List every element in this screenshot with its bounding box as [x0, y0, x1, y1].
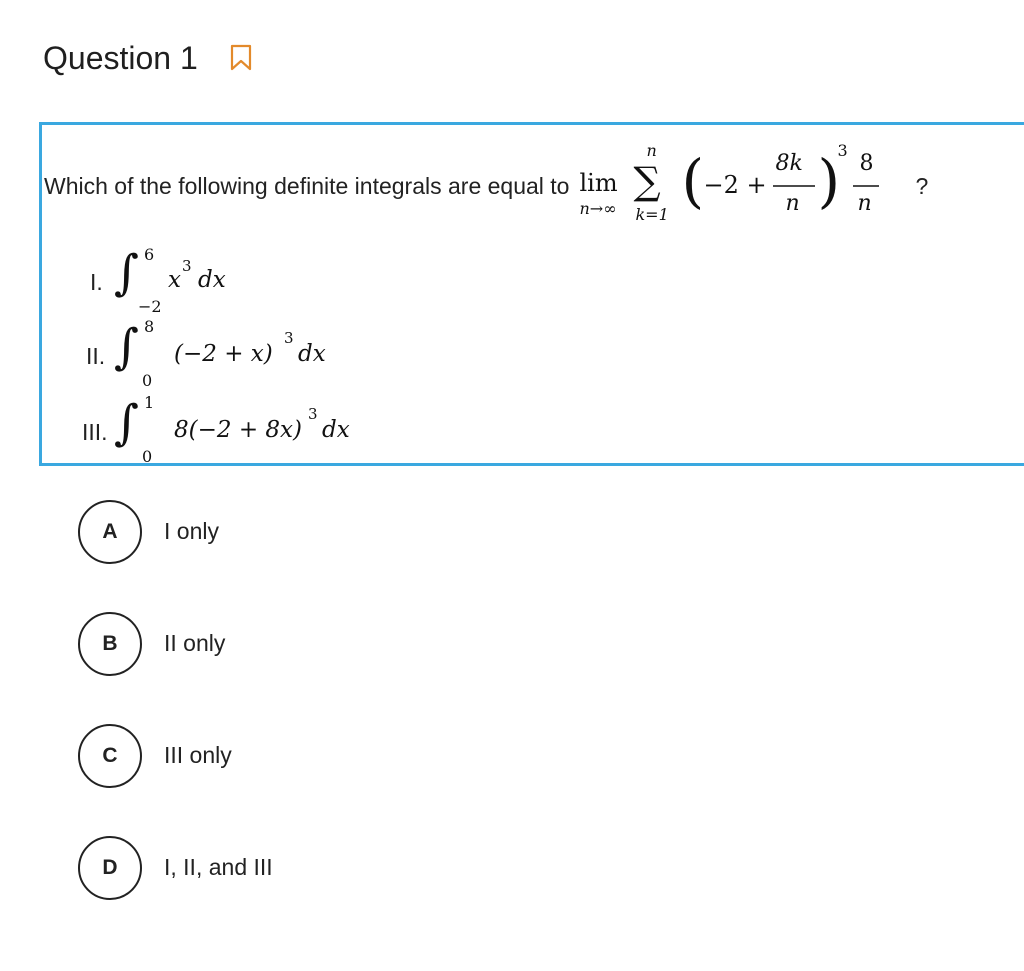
- differential: dx: [322, 417, 350, 443]
- choice-b[interactable]: [78, 612, 478, 680]
- frac1-numerator: 8k: [775, 151, 803, 176]
- frac2-numerator: 8: [859, 151, 874, 176]
- differential: dx: [298, 341, 326, 367]
- lower-limit: 0: [142, 371, 153, 390]
- frac2-bar: [853, 185, 879, 188]
- integrand-power: 3: [284, 329, 294, 347]
- statement-ii: [76, 315, 576, 390]
- statement-label: II.: [86, 343, 106, 369]
- choice-label: I only: [164, 518, 219, 544]
- question-header: [43, 36, 252, 80]
- upper-limit: 1: [144, 393, 155, 412]
- choice-bubble[interactable]: A: [78, 500, 142, 564]
- statement-label: I.: [90, 269, 103, 295]
- limit-expression: [579, 141, 909, 231]
- integrand: 8(−2 + 8x): [174, 417, 302, 443]
- choice-d[interactable]: [78, 836, 478, 904]
- frac1-bar: [773, 185, 815, 188]
- integrand-power: 3: [182, 257, 192, 275]
- choice-bubble[interactable]: B: [78, 612, 142, 676]
- choice-bubble[interactable]: D: [78, 836, 142, 900]
- statement-iii: [76, 391, 576, 466]
- statement-i: [76, 243, 576, 316]
- upper-limit: 8: [144, 317, 155, 336]
- lower-limit: 0: [142, 447, 153, 466]
- integrand: x: [168, 267, 181, 293]
- statement-label: III.: [82, 419, 108, 445]
- integral-sign: ∫: [114, 245, 140, 301]
- question-stem: [39, 122, 1024, 466]
- frac1-denominator: n: [785, 191, 800, 216]
- choice-label: III only: [164, 742, 232, 768]
- question-title: Question 1: [43, 39, 198, 76]
- close-paren: ): [817, 147, 841, 215]
- upper-limit: 6: [144, 245, 155, 264]
- choice-bubble[interactable]: C: [78, 724, 142, 788]
- sum-upper: n: [646, 141, 657, 160]
- sum-lower: k=1: [635, 205, 669, 224]
- choice-a[interactable]: [78, 500, 478, 568]
- inner-term: −2 +: [703, 171, 767, 199]
- differential: dx: [198, 267, 226, 293]
- integrand: (−2 + x): [174, 341, 273, 367]
- lim-subscript: n→∞: [579, 199, 617, 218]
- stem-line: [44, 141, 928, 231]
- open-paren: (: [681, 147, 705, 215]
- choice-label: I, II, and III: [164, 854, 273, 880]
- stem-text: Which of the following definite integrals are equal to: [44, 172, 570, 199]
- integral-sign: ∫: [114, 395, 140, 451]
- lim-text: lim: [579, 169, 618, 197]
- sigma-symbol: ∑: [633, 159, 661, 203]
- integral-sign: ∫: [114, 319, 140, 375]
- stem-question-mark: ?: [915, 172, 929, 199]
- choice-label: II only: [164, 630, 226, 656]
- integrand-power: 3: [308, 405, 318, 423]
- lower-limit: −2: [138, 297, 162, 316]
- power-three: 3: [837, 141, 848, 160]
- bookmark-icon[interactable]: [230, 44, 252, 72]
- frac2-denominator: n: [857, 191, 872, 216]
- choice-c[interactable]: [78, 724, 478, 792]
